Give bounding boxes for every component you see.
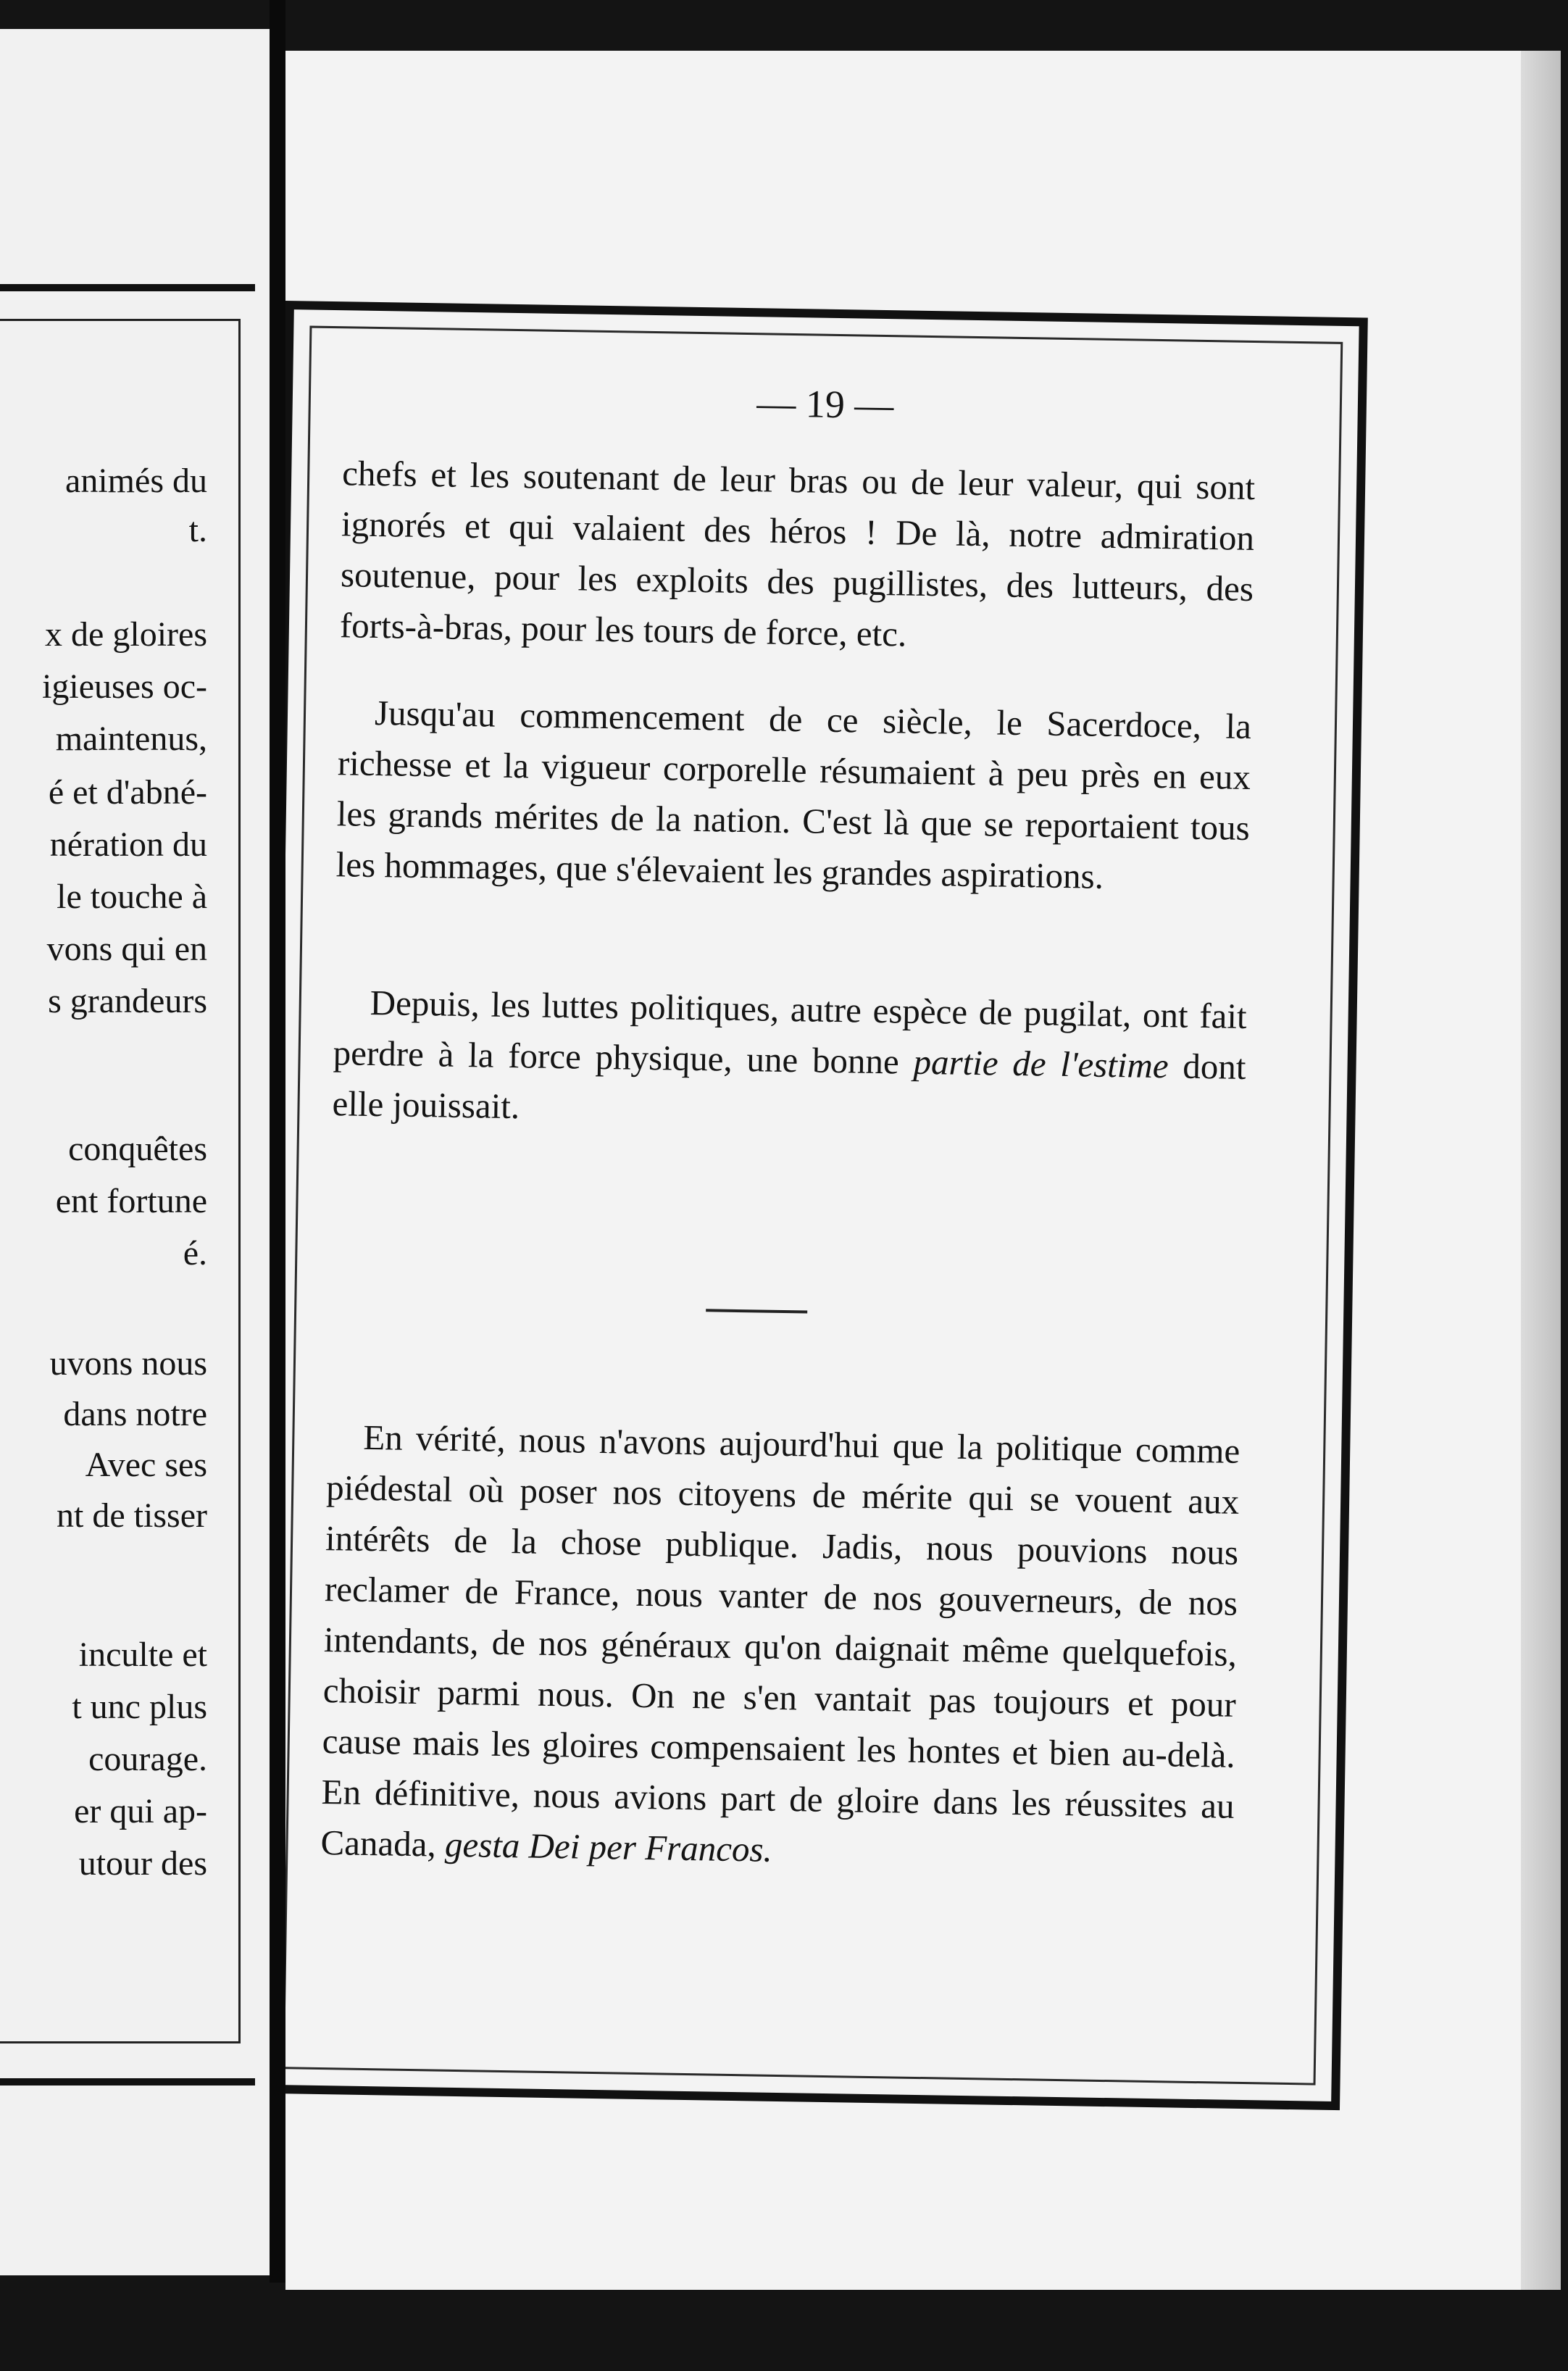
left-page-line: dans notre	[63, 1395, 207, 1433]
paragraph-3-text-start: Depuis, les luttes politiques, autre espèce de pugilat, ont fait perdre à la force physique, une bonne	[333, 982, 1248, 1082]
paragraph-2: Jusqu'au commencement de ce siècle, le Sacerdoce, la richesse et la vigueur corporelle résumaient à peu près en eux les grands mérites de la nation. C'est là que se reportaient tous les hommages, que s'élevaient les grandes aspirations.	[335, 693, 1252, 896]
left-page-frame	[0, 319, 241, 2043]
page-frame-outer	[285, 301, 1368, 2110]
paragraph-4-text: En vérité, nous n'avons aujourd'hui que la politique comme piédestal où poser nos citoyens de mérite qui se vouent aux intérêts de la chose publique. Jadis, nous pouvions nous reclamer de France, nous vanter de nos gouverneurs, de nos intendants, de nos généraux qu'on daignait même quelquefois, choisir parmi nous. On ne s'en vantait pas toujours et pour cause mais les gloires compensaient les hontes et bien au-delà. En définitive, nous avions part de gloire dans les réussites au Canada,	[320, 1417, 1240, 1864]
book-gutter	[270, 0, 285, 2283]
left-page-line: x de gloires	[45, 615, 207, 654]
paragraph-4	[320, 1412, 1240, 1883]
paragraph-3-text-end: dont elle jouissait.	[332, 1046, 1246, 1127]
left-page-line: nération du	[49, 825, 207, 864]
left-page-line: er qui ap-	[74, 1792, 207, 1830]
left-page-line: uvons nous	[49, 1344, 207, 1383]
page-edge-shadow	[1521, 51, 1561, 2290]
left-page-line: inculte et	[78, 1635, 207, 1674]
left-page-line: t.	[188, 511, 207, 549]
left-page-line: nt de tisser	[57, 1496, 207, 1535]
left-page-line: t unc plus	[72, 1688, 207, 1726]
paragraph-3	[332, 977, 1247, 1143]
left-page-bottom-rule	[0, 2078, 255, 2085]
left-page-line: Avec ses	[85, 1446, 207, 1484]
paragraph-4-italic: gesta Dei per Francos.	[444, 1824, 773, 1870]
left-page-line: s grandeurs	[48, 982, 207, 1020]
page-number: — 19 —	[756, 381, 894, 428]
left-page-line: é et d'abné-	[48, 773, 207, 812]
left-page-line: utour des	[78, 1844, 207, 1883]
right-page	[285, 51, 1561, 2290]
left-page-line: ent fortune	[55, 1182, 207, 1220]
left-page-line: animés du	[65, 462, 207, 500]
paragraph-1: chefs et les soutenant de leur bras ou de leur valeur, qui sont ignorés et qui valaient des héros ! De là, notre admiration soutenue, pour les exploits des pugillistes, des lutteurs, des forts-à-bras, pour les tours de force, etc.	[339, 453, 1256, 654]
left-page-line: courage.	[88, 1740, 207, 1778]
left-page-top-rule	[0, 284, 255, 291]
paragraph-3-italic: partie de l'estime	[913, 1041, 1169, 1086]
left-page-line: le touche à	[57, 878, 207, 916]
left-page-line: conquêtes	[68, 1130, 207, 1168]
left-page-line: maintenus,	[55, 720, 207, 758]
left-page-line: igieuses oc-	[42, 667, 207, 706]
left-facing-page	[0, 29, 270, 2275]
left-page-line: vons qui en	[46, 930, 207, 968]
left-page-line: é.	[183, 1234, 207, 1272]
